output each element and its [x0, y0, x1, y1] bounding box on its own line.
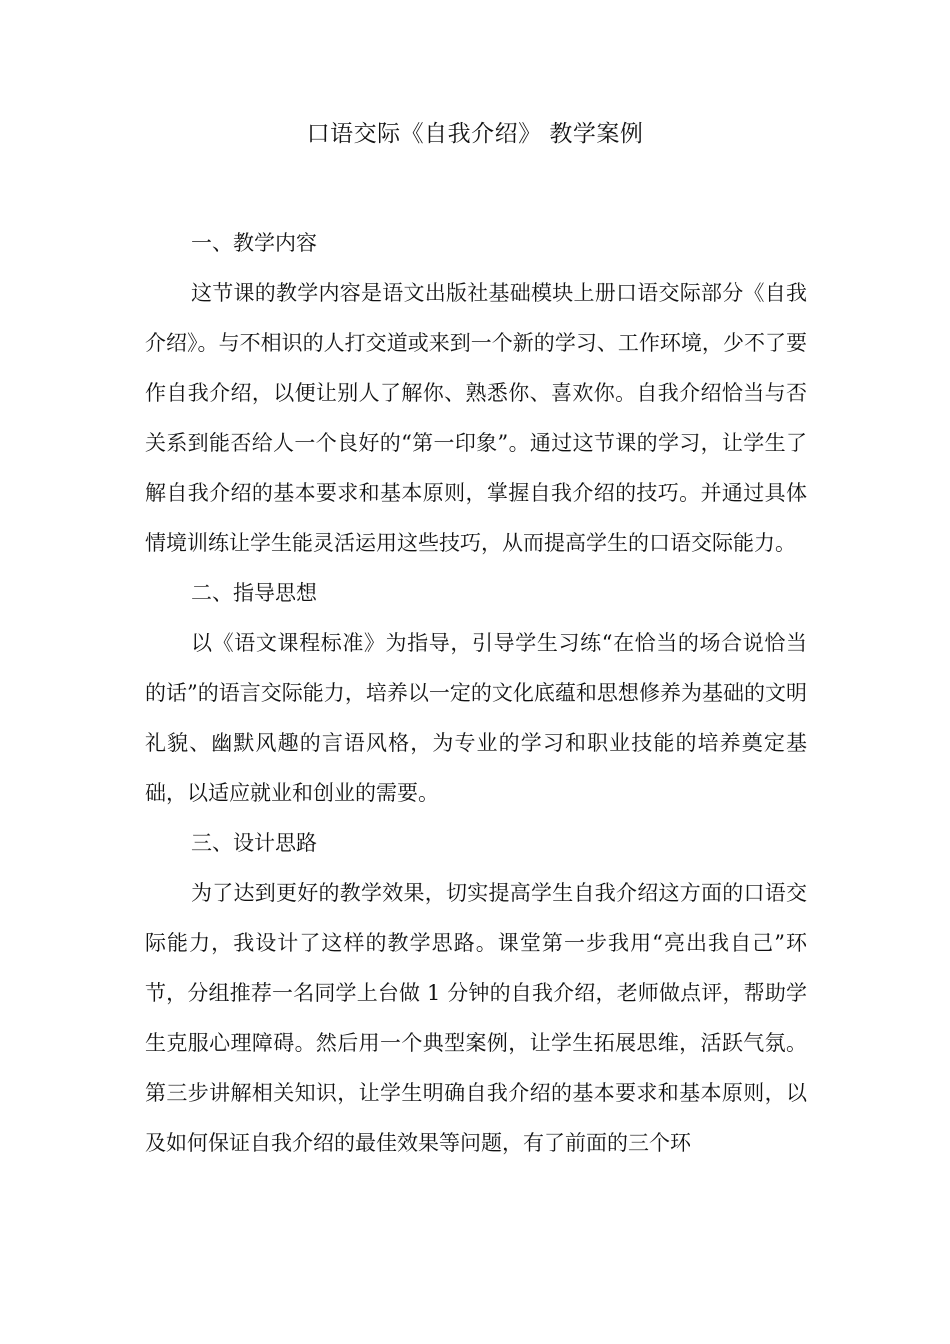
section-paragraph-design-idea: 为了达到更好的教学效果，切实提高学生自我介绍这方面的口语交际能力，我设计了这样的教学思路。课堂第一步我用“亮出我自己”环节，分组推荐一名同学上台做 1 分钟的自我介绍，老师做点评，帮助学生克服心理障碍。然后用一个典型案例，让学生拓展思维，活跃气氛。第三步讲解相关知识，让学生明确自我介绍的基本要求和基本原则，以及如何保证自我介绍的最佳效果等问题，有了前面的三个环	[145, 881, 807, 1155]
document-title: 口语交际《自我介绍》 教学案例	[306, 121, 644, 147]
section-heading-teaching-content: 一、教学内容	[191, 231, 317, 255]
section-paragraph-guiding-idea: 以《语文课程标准》为指导，引导学生习练“在恰当的场合说恰当的话”的语言交际能力，培养以一定的文化底蕴和思想修养为基础的文明礼貌、幽默风趣的言语风格，为专业的学习和职业技能的培养奠定基础，以适应就业和创业的需要。	[145, 631, 807, 805]
section-heading-guiding-idea: 二、指导思想	[191, 581, 317, 605]
section-heading-design-idea: 三、设计思路	[191, 831, 317, 855]
document-body	[145, 218, 807, 1168]
section-paragraph-teaching-content: 这节课的教学内容是语文出版社基础模块上册口语交际部分《自我介绍》。与不相识的人打交道或来到一个新的学习、工作环境，少不了要作自我介绍，以便让别人了解你、熟悉你、喜欢你。自我介绍恰当与否关系到能否给人一个良好的“第一印象”。通过这节课的学习，让学生了解自我介绍的基本要求和基本原则，掌握自我介绍的技巧。并通过具体情境训练让学生能灵活运用这些技巧，从而提高学生的口语交际能力。	[145, 281, 807, 555]
